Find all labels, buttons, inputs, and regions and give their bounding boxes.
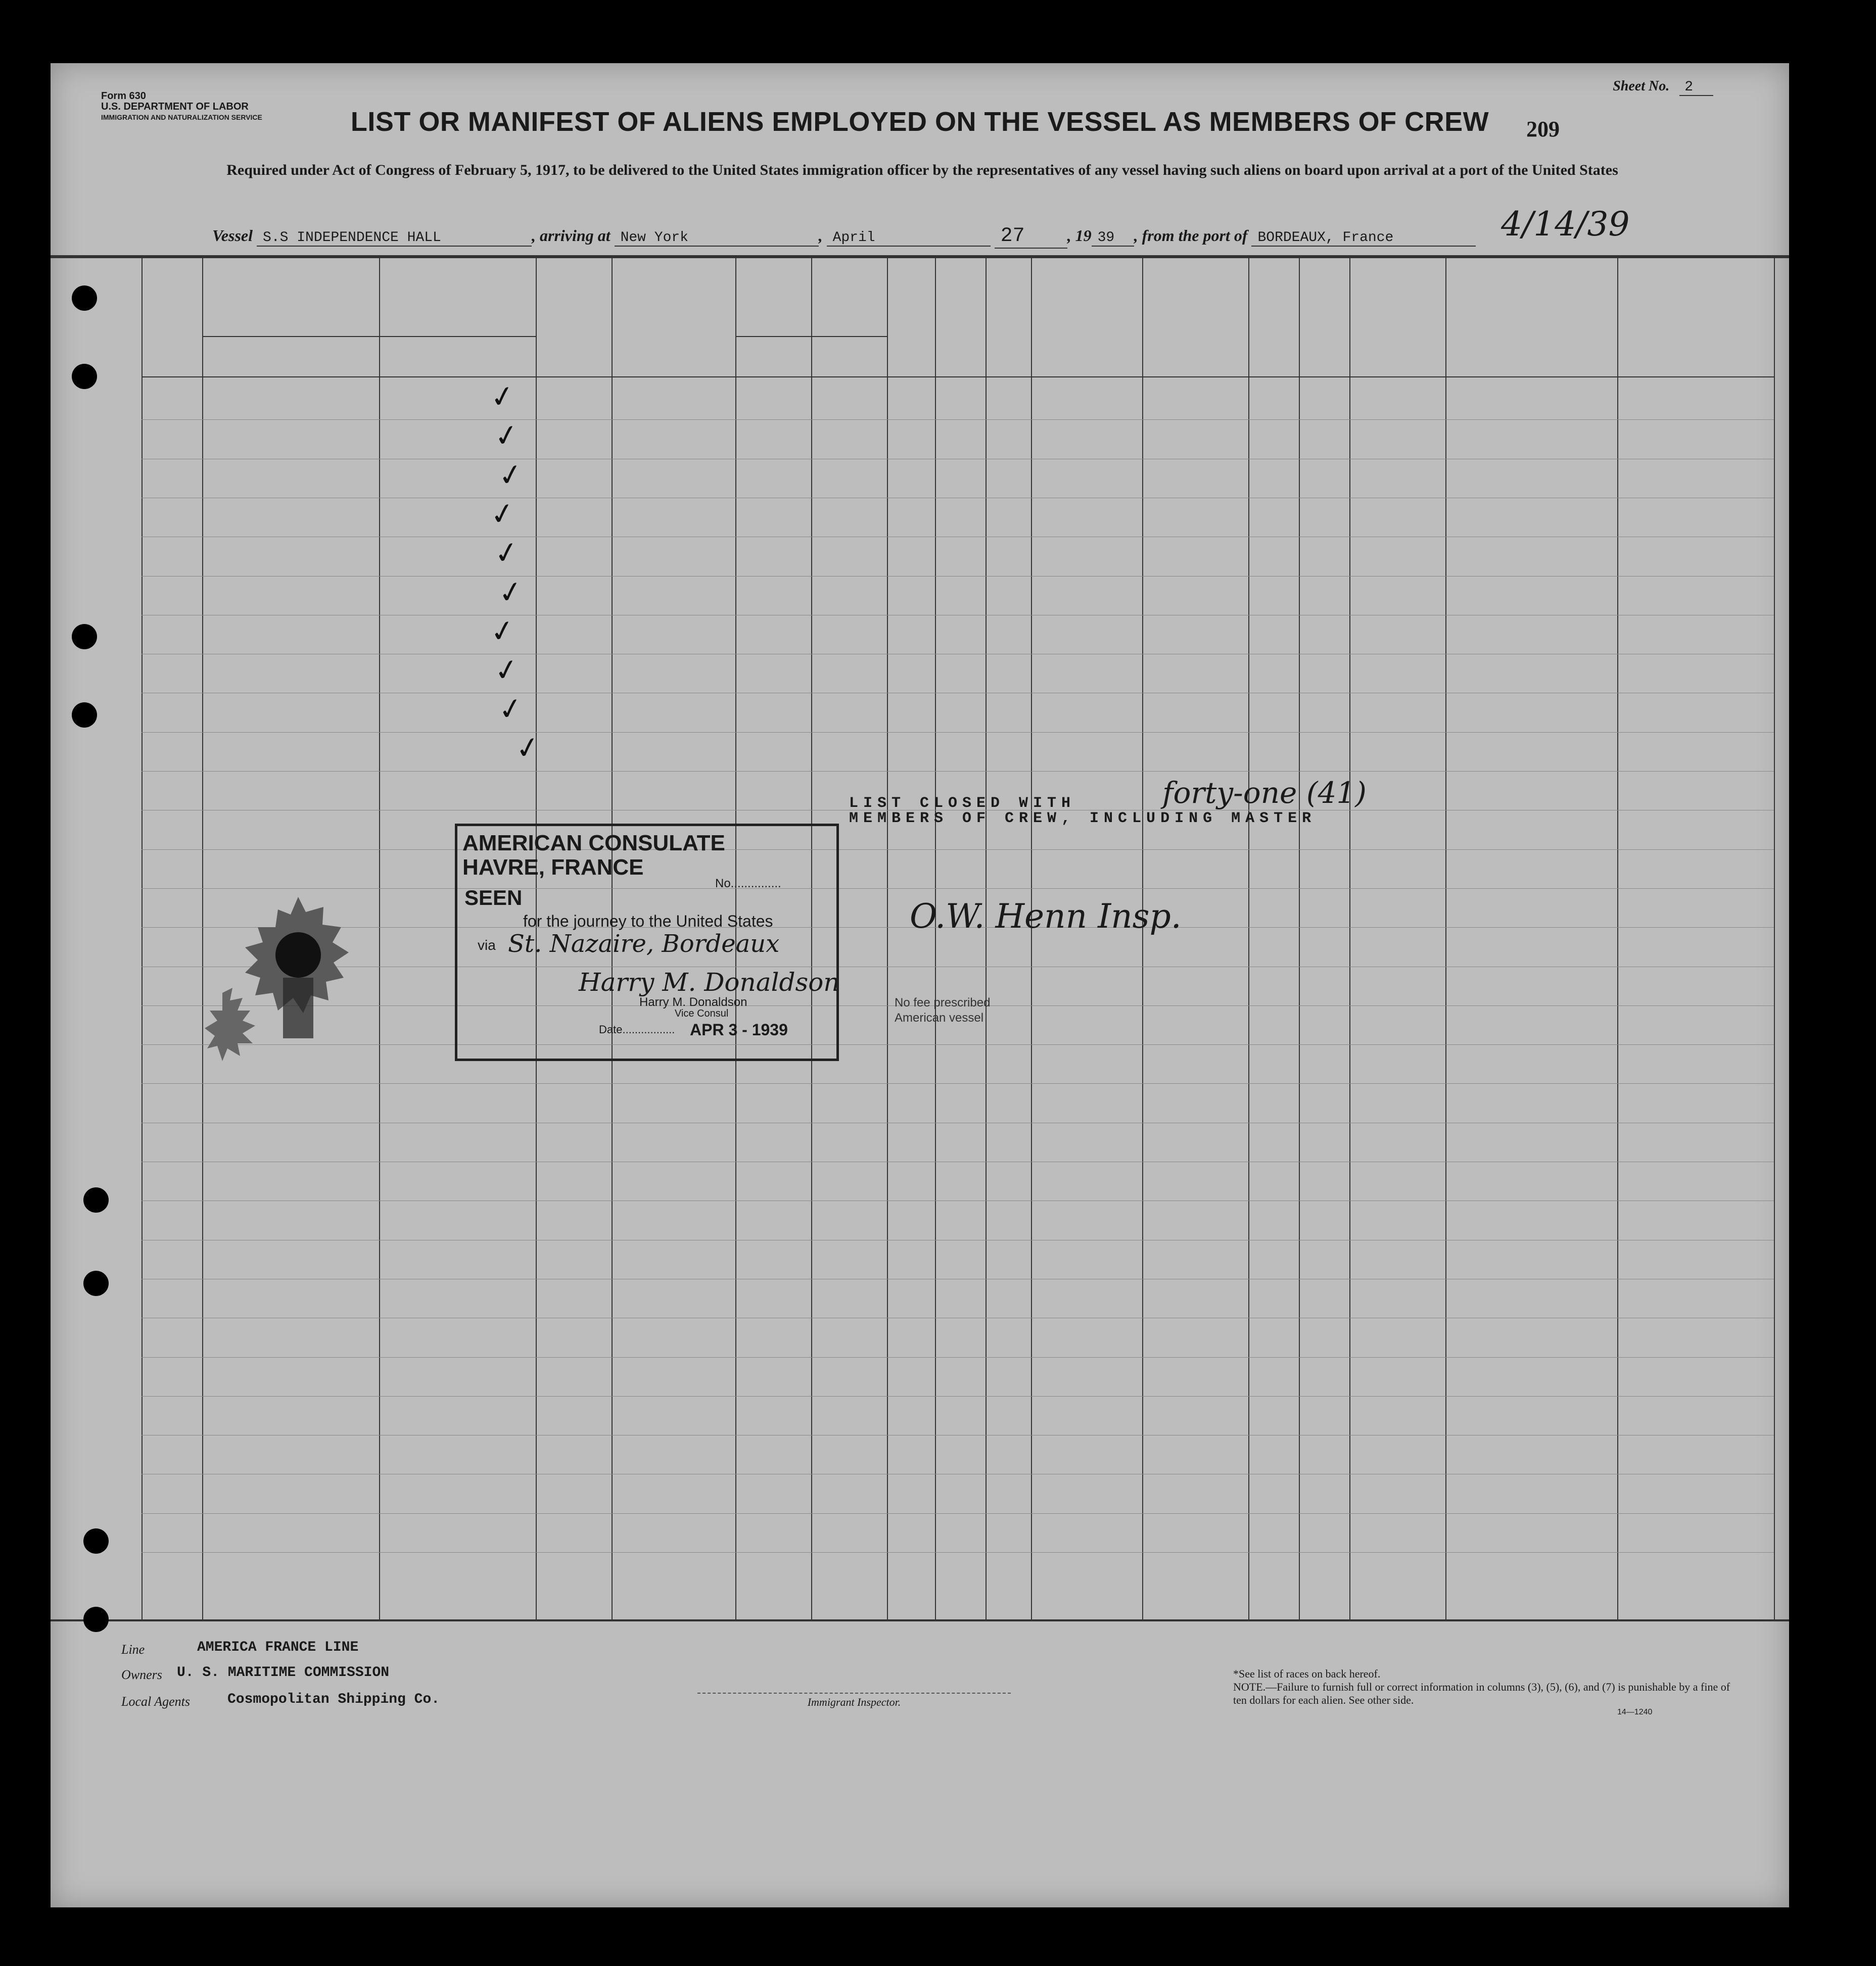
vessel-label: Vessel xyxy=(212,226,253,245)
footnote-penalty: NOTE.—Failure to furnish full or correct information in columns (3), (5), (6), and (7) is punishable by a fine of ten dollars for each alien. See other side. xyxy=(1233,1681,1730,1706)
row-rule xyxy=(142,419,1774,420)
punch-hole xyxy=(72,702,97,728)
punch-hole xyxy=(72,364,97,389)
list-closed-line2: MEMBERS OF CREW, INCLUDING MASTER xyxy=(849,810,1317,827)
department-name: U.S. DEPARTMENT OF LABOR xyxy=(101,101,249,112)
footnote-races: *See list of races on back hereof. xyxy=(1233,1667,1381,1680)
punch-hole xyxy=(83,1271,109,1296)
row-rule xyxy=(142,1357,1774,1358)
row-rule xyxy=(142,888,1774,889)
row-rule xyxy=(142,732,1774,733)
via-label: via xyxy=(478,937,496,953)
checkmark-icon: ✓ xyxy=(512,728,543,767)
checkmark-icon: ✓ xyxy=(491,651,522,689)
stamp-no-label: No............... xyxy=(715,877,781,890)
via-handwritten: St. Nazaire, Bordeaux xyxy=(508,930,780,958)
row-rule xyxy=(142,771,1774,772)
line-value: AMERICA FRANCE LINE xyxy=(197,1640,359,1655)
checkmark-icon: ✓ xyxy=(487,495,518,533)
form-number: Form 630 xyxy=(101,90,146,102)
row-rule xyxy=(142,576,1774,577)
checkmark-icon: ✓ xyxy=(495,455,526,494)
checkmark-icon: ✓ xyxy=(495,572,526,611)
form-code: 14—1240 xyxy=(1617,1708,1653,1716)
column-rule xyxy=(887,258,888,1619)
page-title: LIST OR MANIFEST OF ALIENS EMPLOYED ON THE VESSEL AS MEMBERS OF CREW xyxy=(350,107,1489,137)
service-name: IMMIGRATION AND NATURALIZATION SERVICE xyxy=(101,113,262,121)
row-rule xyxy=(142,1083,1774,1084)
owners-label: Owners xyxy=(121,1667,162,1682)
page-number: 209 xyxy=(1526,117,1560,141)
row-rule xyxy=(142,849,1774,850)
list-closed-count: forty-one (41) xyxy=(1162,776,1367,810)
column-rule xyxy=(935,258,936,1619)
column-rule xyxy=(1774,258,1775,1619)
owners-value: U. S. MARITIME COMMISSION xyxy=(177,1665,390,1681)
row-rule xyxy=(142,1513,1774,1514)
arrival-port: New York xyxy=(615,230,819,247)
group-rule xyxy=(202,336,536,337)
inspector-line: Immigrant Inspector. xyxy=(697,1693,1011,1709)
sheet-value: 2 xyxy=(1679,79,1713,96)
year-prefix: 19 xyxy=(1075,226,1092,245)
stamp-date-label: Date................. xyxy=(599,1023,675,1036)
checkmark-icon: ✓ xyxy=(487,612,518,650)
embossed-seal xyxy=(202,892,394,1064)
consulate-line1: AMERICAN CONSULATE xyxy=(462,831,725,855)
punch-hole xyxy=(72,624,97,649)
footnotes xyxy=(1233,1667,1739,1707)
header-rule xyxy=(142,376,1774,377)
group-rule xyxy=(735,336,887,337)
seen-label: SEEN xyxy=(464,886,523,909)
consulate-stamp xyxy=(455,824,839,1061)
punch-hole xyxy=(83,1528,109,1554)
page-subtitle: Required under Act of Congress of February 5, 1917, to be delivered to the United States immigration officer by the representatives of any vessel having such aliens on board upon arrival at a port of the United States xyxy=(226,162,1618,178)
journey-text: for the journey to the United States xyxy=(523,912,773,930)
column-rule xyxy=(1248,258,1249,1619)
handwritten-date: 4/14/39 xyxy=(1501,205,1630,244)
column-rule xyxy=(1299,258,1300,1619)
column-rule xyxy=(1445,258,1446,1619)
from-label: from the port of xyxy=(1142,226,1248,245)
column-rule xyxy=(1031,258,1032,1619)
arriving-label: arriving at xyxy=(540,226,611,245)
column-rule xyxy=(1349,258,1350,1619)
column-rule xyxy=(142,258,143,1619)
consul-signature: Harry M. Donaldson xyxy=(579,968,840,997)
punch-hole xyxy=(83,1187,109,1213)
arrival-day: 27 xyxy=(995,225,1067,249)
stamp-date: APR 3 - 1939 xyxy=(690,1021,788,1039)
inspector-signature: O.W. Henn Insp. xyxy=(910,897,1182,936)
departure-port: BORDEAUX, France xyxy=(1251,230,1476,247)
agents-value: Cosmopolitan Shipping Co. xyxy=(227,1692,440,1707)
sheet-label: Sheet No. xyxy=(1613,78,1670,94)
table-top-rule xyxy=(51,255,1789,258)
row-rule xyxy=(142,1396,1774,1397)
consul-title: Vice Consul xyxy=(675,1008,729,1019)
list-closed-line1: LIST CLOSED WITH xyxy=(849,795,1076,812)
no-fee-note: No fee prescribed American vessel xyxy=(895,996,991,1025)
column-rule xyxy=(1142,258,1143,1619)
sheet-number xyxy=(1613,78,1713,95)
punch-hole xyxy=(72,285,97,311)
column-rule xyxy=(986,258,987,1619)
row-rule xyxy=(142,1552,1774,1553)
line-label: Line xyxy=(121,1642,145,1657)
vessel-name: S.S INDEPENDENCE HALL xyxy=(257,230,532,247)
column-rule xyxy=(1617,258,1618,1619)
checkmark-icon: ✓ xyxy=(491,416,522,455)
consulate-title xyxy=(462,831,725,880)
consul-name: Harry M. Donaldson xyxy=(639,995,747,1009)
table-bottom-rule xyxy=(51,1619,1789,1621)
agents-label: Local Agents xyxy=(121,1694,191,1709)
manifest-sheet xyxy=(51,63,1789,1907)
checkmark-icon: ✓ xyxy=(491,534,522,572)
voyage-line: Vessel S.S INDEPENDENCE HALL , arriving at New York , April 27 , 19 39 , from the port of BORDEAUX, France xyxy=(212,225,1476,249)
punch-hole xyxy=(83,1607,109,1632)
checkmark-icon: ✓ xyxy=(487,377,518,416)
arrival-year: 39 xyxy=(1092,230,1134,247)
arrival-month: April xyxy=(827,230,991,247)
checkmark-icon: ✓ xyxy=(495,690,526,729)
consulate-line2: HAVRE, FRANCE xyxy=(462,855,644,880)
